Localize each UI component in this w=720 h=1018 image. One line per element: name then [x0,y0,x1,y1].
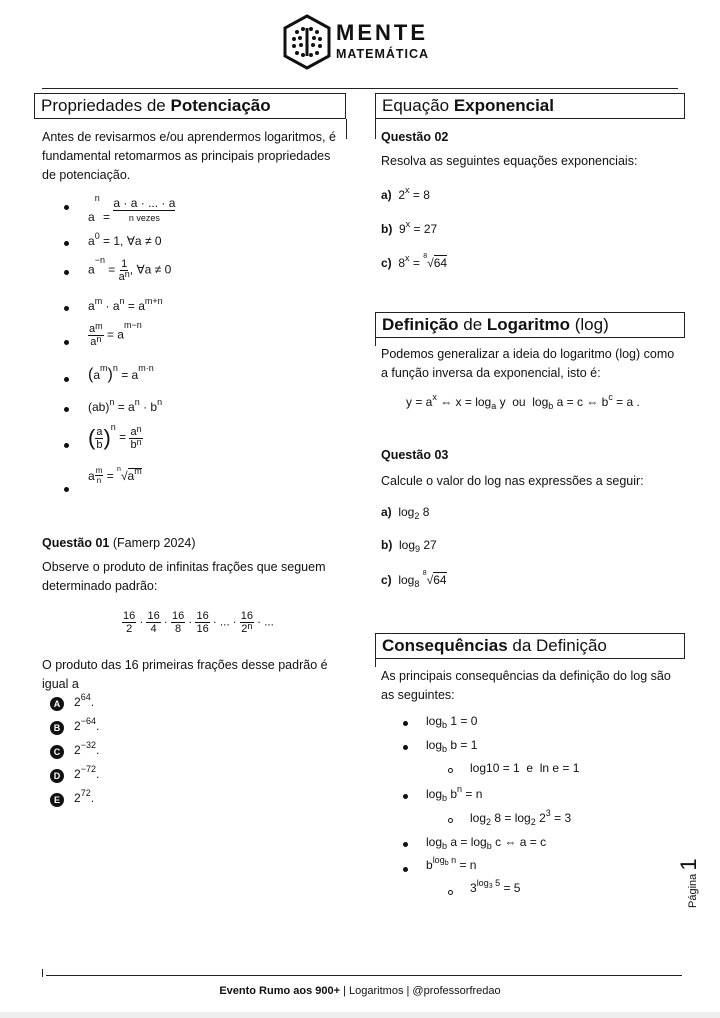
cons-text: As principais consequências da definição do log são as seguintes: [381,669,671,702]
title-bold: Exponencial [453,96,554,115]
prop-8: ( $\frac{a}{b}$ )$^n$ = $\frac{a^n}{b^n}$ [88,422,142,451]
page-num: 1 [676,858,701,871]
q2-b: b) $9^x = 27$ [381,219,438,236]
footer-bold: Evento Rumo aos 900+ [219,985,341,997]
option-exponent: −32 [80,740,96,750]
q1-label: Questão 01 [42,536,110,550]
option-exponent: 72 [80,788,91,798]
bullet [64,270,69,275]
q2-label: Questão 02 [381,130,449,144]
q1-text2: O produto das 16 primeiras frações desse padrão é igual a [42,658,328,691]
option-b-badge[interactable]: B [50,721,64,735]
option-base: 2 [74,695,81,709]
option-exponent: −64 [80,716,96,726]
bullet [64,487,69,492]
option-exponent: 64 [80,692,91,702]
option-d-text[interactable]: $2^{-72}$. [74,764,100,781]
bullet [64,205,69,210]
q2-a: a) $2^x = 8$ [381,185,430,202]
q2-c: c) $8^x = ^8√64$ [381,253,448,270]
cons-5a: $3^{log_3 5} = 5$ [470,878,521,895]
bullet [403,842,408,847]
prop-6: $(a^m)^n = a^{m\cdot n}$ [88,363,154,383]
title-normal: de [458,315,487,334]
title-bold: Logaritmo [486,315,570,334]
option-a-badge[interactable]: A [50,697,64,711]
option-d-badge[interactable]: D [50,769,64,783]
sub-bullet [448,818,453,823]
q3-b: b) $\log_9 27$ [381,538,437,554]
cons-5: $b^{log_b n} = n$ [426,855,477,872]
bullet [403,794,408,799]
brain-icon [282,14,332,70]
q3-c: c) $\log_8 ^8√64$ [381,570,447,589]
option-a-text[interactable]: $2^{64}$. [74,692,95,709]
option-base: 2 [74,719,81,733]
title-normal: Equação [382,96,454,115]
section-divider [375,119,376,139]
bullet [64,443,69,448]
cons-2a: log10 = 1 e ln e = 1 [470,761,580,775]
section-divider [375,659,376,667]
section-title-consequencias [375,633,685,659]
page-label: Página [687,873,699,908]
page-number [676,858,702,908]
q1-header [42,534,196,553]
bullet [64,241,69,246]
footer-divider [46,975,682,976]
page-edge [0,1012,720,1018]
option-e-text[interactable]: $2^{72}$. [74,788,95,805]
footer [0,985,720,997]
option-b-text[interactable]: $2^{-64}$. [74,716,100,733]
sub-bullet [448,890,453,895]
option-base: 2 [74,791,81,805]
brand-name: MENTE [336,20,428,45]
sub-bullet [448,768,453,773]
cons-4: $\log_b a = \log_b c$ ⇔ a = c [426,835,547,851]
cons-3: $\log_b b^n = n$ [426,784,483,803]
bullet [403,745,408,750]
option-c-text[interactable]: $2^{-32}$. [74,740,100,757]
cons-2: $\log_b b = 1$ [426,738,478,754]
brand-sub: MATEMÁTICA [336,47,430,61]
bullet [403,721,408,726]
section-title-definicao [375,312,685,338]
prop-5: $\frac{a^m}{a^n}$ = $a^{m-n}$ [89,320,142,348]
bullet [64,306,69,311]
bullet [403,867,408,872]
prop-9: a $^{\frac{m}{n}}$ = $^n√a^m$ [88,466,142,485]
title-normal: Propriedades de [41,96,171,115]
prop-4: $a^m \cdot a^n = a^{m+n}$ [88,296,163,313]
option-base: 2 [74,743,81,757]
title-bold: Potenciação [170,96,271,115]
q1-source: (Famerp 2024) [109,536,196,550]
cons-3a: $\log_2 8 = \log_2 2^3 = 3$ [470,808,572,827]
cons-1: $\log_b 1 = 0$ [426,714,478,730]
intro-text: Antes de revisarmos e/ou aprendermos logaritmos, é fundamental retomarmos as principais propriedades de potenciação. [42,130,336,182]
q3-a: a) $\log_2 8$ [381,505,430,521]
brand-logo [282,14,452,72]
prop-3: $a^{-n}$ = $\frac{1}{a^n}$ , ∀a ≠ 0 [88,255,172,283]
q1-product: $\frac{16}{2}$ · $\frac{16}{4}$ · $\frac{16}{8}$ · $\frac{16}{16}$ · ... · $\frac{16}{2^n}$ · ... [123,610,274,635]
option-exponent: −72 [80,764,96,774]
bullet [64,377,69,382]
prop-2: $a^0 = 1$, ∀a ≠ 0 [88,231,162,248]
q3-label: Questão 03 [381,448,449,462]
title-bold: Definição [382,315,459,334]
def-formula: $y = a^x$ ⇔ $x = \log_a y$ ou $\log_b a = c$ ⇔ $b^c = a$ . [406,392,640,411]
title-normal: da Definição [507,636,607,655]
section-divider [346,119,347,139]
title-normal: (log) [570,315,609,334]
option-e-badge[interactable]: E [50,793,64,807]
option-base: 2 [74,767,81,781]
prop-1: $a^n = a \cdot a$ · ... · a n vezes [88,193,176,224]
section-title-potenciacao [34,93,346,119]
bullet [64,407,69,412]
top-divider [42,88,678,89]
def-text: Podemos generalizar a ideia do logaritmo (log) como a função inversa da exponencial, isto é: [381,347,675,380]
bullet [64,340,69,345]
title-bold: Consequências [382,636,508,655]
q2-text: Resolva as seguintes equações exponenciais: [381,154,638,168]
footer-tick [42,969,43,977]
section-divider [375,338,376,346]
q1-text: Observe o produto de infinitas frações que seguem determinado padrão: [42,560,326,593]
footer-rest: | Logaritmos | @professorfredao [340,985,501,997]
option-c-badge[interactable]: C [50,745,64,759]
section-title-equacao [375,93,685,119]
q3-text: Calcule o valor do log nas expressões a seguir: [381,474,644,488]
prop-7: $(ab)^n = a^n \cdot b^n$ [88,397,163,414]
